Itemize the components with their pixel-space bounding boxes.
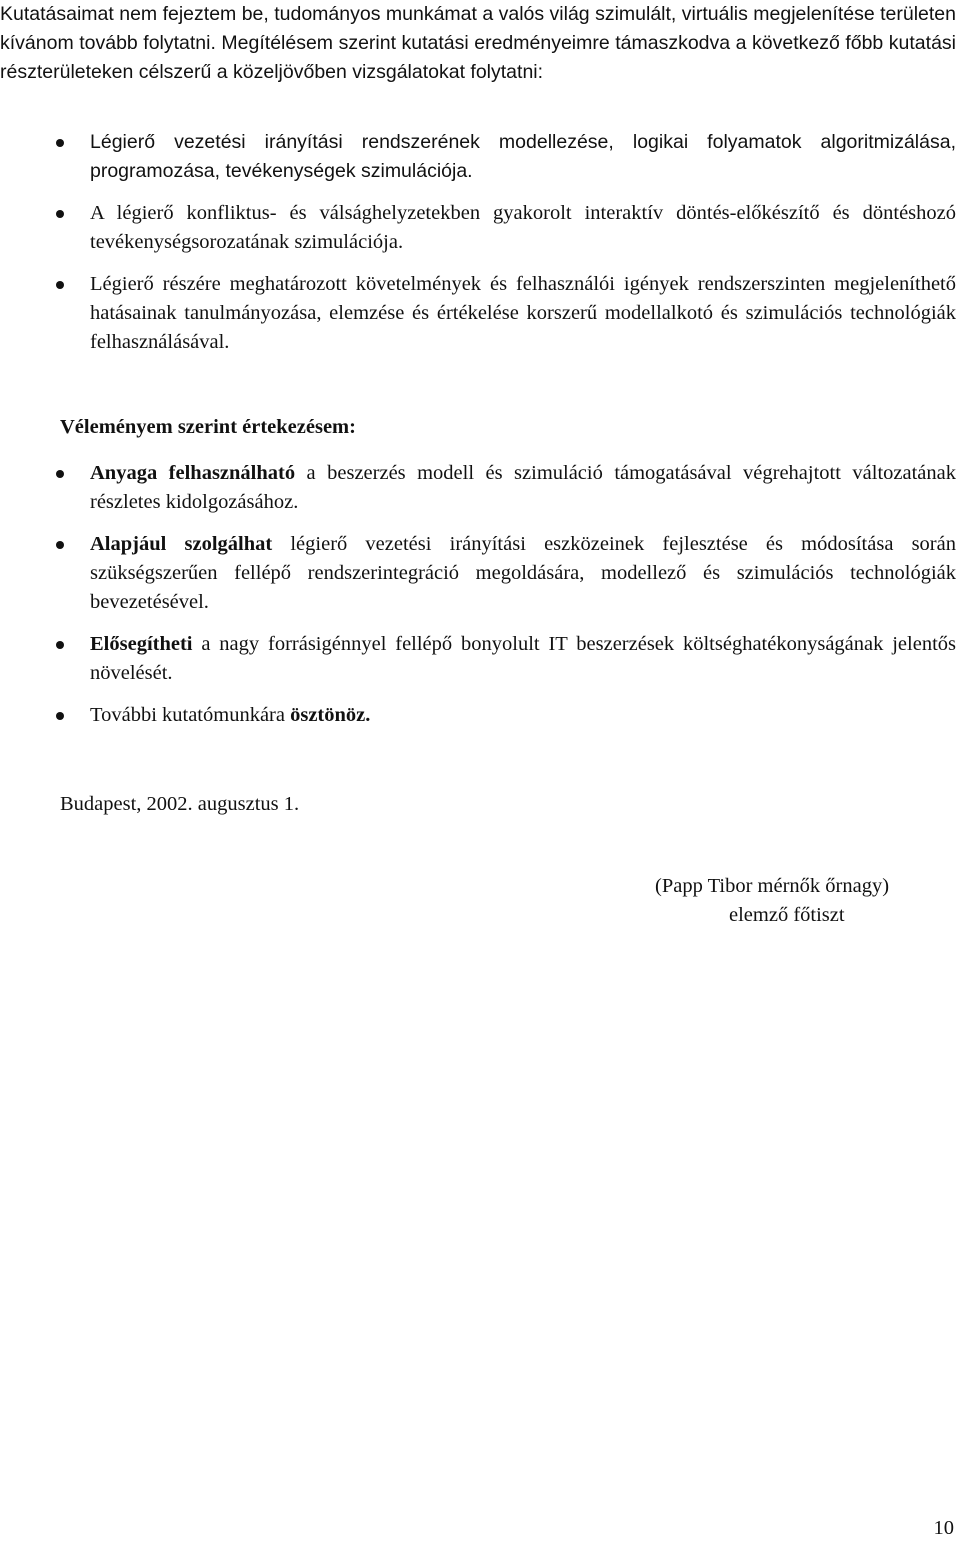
- list-item: [0, 701, 956, 730]
- list-item-text: légierő vezetési irányítási eszközeinek fejlesztése és módosítása során szükségszerűen fellépő rendszerintegráció megoldására, modellező és szimulációs technológiák bevezetésével.: [90, 533, 956, 613]
- intro-paragraph: Kutatásaimat nem fejeztem be, tudományos munkámat a valós világ szimulált, virtuális megjelenítése területen kívánom tovább folytatni. Megítélésem szerint kutatási eredményeimre támaszkodva a következő főbb kutatási részterületeken célszerű a közeljövőben vizsgálatokat folytatni:: [0, 3, 956, 83]
- bullet-icon: [56, 210, 64, 218]
- list-item: [0, 128, 956, 186]
- signature-title: elemző főtiszt: [729, 904, 845, 926]
- list-item-text: A légierő konfliktus- és válsághelyzetekben gyakorolt interaktív döntés-előkészítő és döntéshozó tevékenységsorozatának szimulációja.: [90, 202, 956, 253]
- list-item: [0, 530, 956, 617]
- list-item-bold: Elősegítheti: [90, 633, 193, 655]
- bullet-icon: [56, 712, 64, 720]
- list-item-text: Légierő vezetési irányítási rendszerének modellezése, logikai folyamatok algoritmizálása, programozása, tevékenységek szimulációja.: [90, 131, 956, 182]
- list-item: [0, 630, 956, 688]
- list-item: [0, 270, 956, 357]
- opinion-list: [0, 459, 956, 743]
- bullet-icon: [56, 641, 64, 649]
- list-item-text: a nagy forrásigénnyel fellépő bonyolult IT beszerzések költséghatékonyságának jelentős növelését.: [90, 633, 956, 684]
- list-item-text: További kutatómunkára: [90, 704, 291, 726]
- place-date: Budapest, 2002. augusztus 1.: [60, 793, 300, 815]
- page-number: 10: [933, 1517, 954, 1539]
- bullet-icon: [56, 541, 64, 549]
- bullet-icon: [56, 281, 64, 289]
- list-item-bold: ösztönöz.: [290, 704, 371, 726]
- opinion-heading: Véleményem szerint értekezésem:: [60, 416, 356, 438]
- list-item-text: Légierő részére meghatározott követelmények és felhasználói igények rendszerszinten megjeleníthető hatásainak tanulmányozása, elemzése és értékelése korszerű modellalkotó és szimulációs technológiák felhasználásával.: [90, 273, 956, 353]
- list-item: [0, 199, 956, 257]
- list-item-text: a beszerzés modell és szimuláció támogatásával végrehajtott változatának részletes kidolgozásához.: [90, 462, 956, 513]
- list-item-bold: Alapjául szolgálhat: [90, 533, 273, 555]
- bullet-icon: [56, 139, 64, 147]
- list-item: [0, 459, 956, 517]
- signature-name: (Papp Tibor mérnők őrnagy): [655, 875, 890, 897]
- bullet-icon: [56, 470, 64, 478]
- list-item-bold: Anyaga felhasználható: [90, 462, 296, 484]
- research-areas-list: [0, 128, 956, 357]
